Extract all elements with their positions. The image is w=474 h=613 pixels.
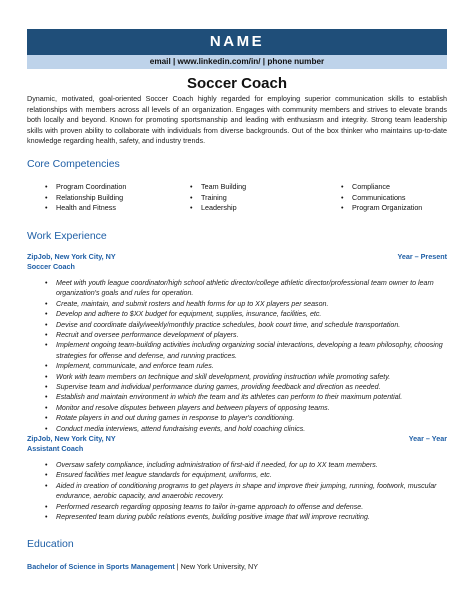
competency-item: • Health and Fitness xyxy=(45,203,126,214)
education-entry xyxy=(27,562,258,572)
job-bullet: • Implement ongoing team-building activities including organizing social interactions, developing a team philosophy, choosing strategies for offense and defense, and running practices. xyxy=(45,340,447,361)
name-banner: NAME xyxy=(27,29,447,55)
job-bullet: • Implement, communicate, and enforce team rules. xyxy=(45,361,447,371)
job-bullet: • Performed research regarding opposing teams to tailor in-game approach to offense and defense. xyxy=(45,502,447,512)
job-1-bullets xyxy=(45,278,447,434)
competencies-column-1 xyxy=(45,182,126,214)
competency-item: • Training xyxy=(190,193,246,204)
job-bullet: • Conduct media interviews, attend fundraising events, and hold coaching clinics. xyxy=(45,424,447,434)
job-dates: Year – Present xyxy=(397,252,447,261)
job-dates: Year – Year xyxy=(408,434,447,443)
competencies-column-2 xyxy=(190,182,246,214)
job-bullet: • Recruit and oversee performance development of players. xyxy=(45,330,447,340)
job-bullet: • Supervise team and individual performance during games, providing feedback and direction as needed. xyxy=(45,382,447,392)
job-bullet: • Rotate players in and out during games in response to player's conditioning. xyxy=(45,413,447,423)
core-competencies-heading: Core Competencies xyxy=(27,158,120,170)
job-bullet: • Devise and coordinate daily/weekly/monthly practice schedules, book court time, and schedule transportation. xyxy=(45,320,447,330)
job-bullet: • Represented team during public relations events, building positive image that will improve recruiting. xyxy=(45,512,447,522)
job-2-role: Assistant Coach xyxy=(27,444,84,453)
job-company: ZipJob, New York City, NY xyxy=(27,252,116,261)
job-bullet: • Work with team members on technique and skill development, providing instruction while promoting safety. xyxy=(45,372,447,382)
job-company: ZipJob, New York City, NY xyxy=(27,434,116,443)
job-1-role: Soccer Coach xyxy=(27,262,75,271)
job-bullet: • Meet with youth league coordinator/high school athletic director/college athletic director/professional team owner to learn organization's goals and rules for operation. xyxy=(45,278,447,299)
job-bullet: • Create, maintain, and submit rosters and health forms for up to XX players per season. xyxy=(45,299,447,309)
job-bullet: • Oversaw safety compliance, including administration of first-aid if needed, for up to XX team members. xyxy=(45,460,447,470)
contact-bar: email | www.linkedin.com/in/ | phone number xyxy=(27,55,447,69)
degree: Bachelor of Science in Sports Management xyxy=(27,562,175,571)
work-experience-heading: Work Experience xyxy=(27,230,107,242)
competency-item: • Program Organization xyxy=(341,203,422,214)
competency-item: • Leadership xyxy=(190,203,246,214)
resume-title: Soccer Coach xyxy=(186,75,288,92)
competency-item: • Team Building xyxy=(190,182,246,193)
competency-item: • Compliance xyxy=(341,182,422,193)
education-separator: | xyxy=(174,562,181,571)
education-heading: Education xyxy=(27,538,74,550)
competency-item: • Communications xyxy=(341,193,422,204)
job-1-header xyxy=(27,252,447,262)
competency-item: • Relationship Building xyxy=(45,193,126,204)
competencies-column-3 xyxy=(341,182,422,214)
job-bullet: • Ensured facilities met league standards for equipment, uniforms, etc. xyxy=(45,470,447,480)
job-2-header xyxy=(27,434,447,444)
school: New York University, NY xyxy=(180,562,259,571)
summary-paragraph: Dynamic, motivated, goal-oriented Soccer Coach highly regarded for employing superior communication skills to establish relationships with members across all levels of an organization. Engages with community members and strives to elevate brands both locally and beyond. Known for promoting sportsmanship and leading with enthusiasm and integrity. Strong team leadership skills with proven ability to collaborate with individuals from diverse backgrounds. Out of the box thinker who maintains up-to-date knowledge regarding health, safety, and industry trends. xyxy=(27,94,447,145)
competency-item: • Program Coordination xyxy=(45,182,126,193)
job-bullet: • Develop and adhere to $XX budget for equipment, supplies, insurance, facilities, etc. xyxy=(45,309,447,319)
job-2-bullets xyxy=(45,460,447,522)
job-bullet: • Aided in creation of conditioning programs to get players in shape and improve their jumping, running, footwork, muscular endurance, aerobic capacity, and anaerobic recovery. xyxy=(45,481,447,502)
job-bullet: • Establish and maintain environment in which the team and its athletes can perform to their maximum potential. xyxy=(45,392,447,402)
job-bullet: • Monitor and resolve disputes between players and between players of opposing teams. xyxy=(45,403,447,413)
